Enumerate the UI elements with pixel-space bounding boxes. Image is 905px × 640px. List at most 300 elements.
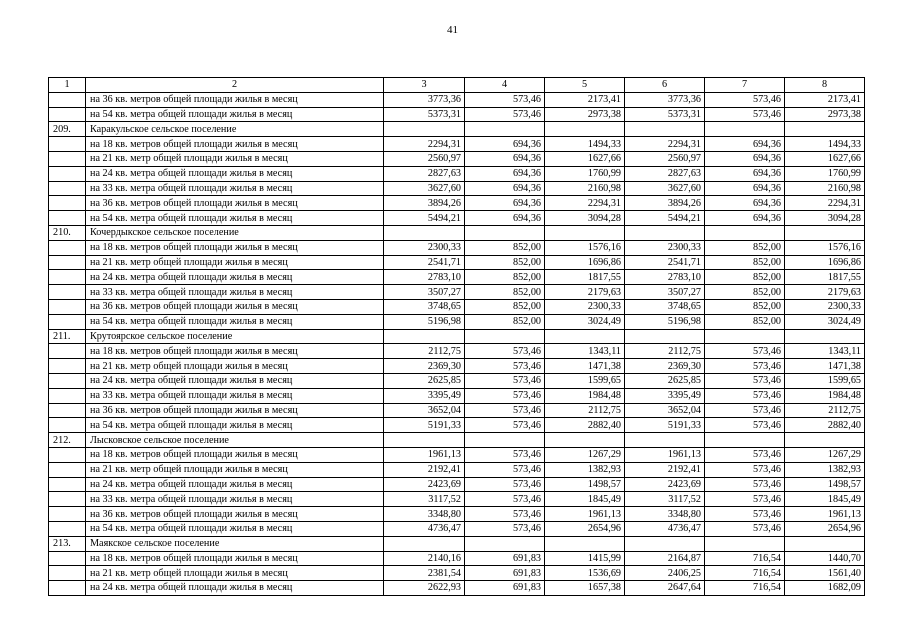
description-cell: на 36 кв. метров общей площади жилья в месяц [86, 507, 384, 522]
table-row [49, 151, 865, 166]
value-cell: 2560,97 [625, 151, 705, 166]
value-cell: 3627,60 [625, 181, 705, 196]
value-cell: 1498,57 [785, 477, 865, 492]
value-cell: 2369,30 [625, 359, 705, 374]
value-cell: 852,00 [465, 285, 545, 300]
value-cell [705, 536, 785, 551]
value-cell [705, 329, 785, 344]
value-cell: 2541,71 [625, 255, 705, 270]
row-number-cell [49, 166, 86, 181]
description-cell: на 36 кв. метров общей площади жилья в месяц [86, 92, 384, 107]
value-cell: 2112,75 [785, 403, 865, 418]
description-cell: на 36 кв. метров общей площади жилья в месяц [86, 403, 384, 418]
value-cell: 1627,66 [545, 151, 625, 166]
value-cell [545, 225, 625, 240]
value-cell [705, 225, 785, 240]
value-cell [785, 225, 865, 240]
description-cell: на 21 кв. метр общей площади жилья в месяц [86, 462, 384, 477]
row-number-cell [49, 107, 86, 122]
value-cell: 3348,80 [625, 507, 705, 522]
value-cell: 1440,70 [785, 551, 865, 566]
value-cell: 5191,33 [384, 418, 465, 433]
value-cell: 2625,85 [384, 373, 465, 388]
value-cell: 573,46 [705, 462, 785, 477]
value-cell: 2783,10 [384, 270, 465, 285]
description-cell: на 33 кв. метра общей площади жилья в месяц [86, 181, 384, 196]
description-cell: на 24 кв. метра общей площади жилья в месяц [86, 270, 384, 285]
value-cell: 1415,99 [545, 551, 625, 566]
value-cell: 2654,96 [545, 521, 625, 536]
table-row [49, 492, 865, 507]
description-cell: на 36 кв. метров общей площади жилья в месяц [86, 299, 384, 314]
value-cell [705, 433, 785, 448]
value-cell: 1471,38 [785, 359, 865, 374]
value-cell: 573,46 [465, 477, 545, 492]
value-cell: 573,46 [465, 92, 545, 107]
value-cell: 2882,40 [545, 418, 625, 433]
row-number-cell [49, 507, 86, 522]
row-number-cell [49, 285, 86, 300]
table-row [49, 373, 865, 388]
value-cell: 3894,26 [384, 196, 465, 211]
value-cell: 573,46 [705, 359, 785, 374]
value-cell: 3652,04 [625, 403, 705, 418]
value-cell: 694,36 [465, 196, 545, 211]
description-cell: на 54 кв. метра общей площади жилья в месяц [86, 521, 384, 536]
value-cell: 1343,11 [545, 344, 625, 359]
value-cell [625, 122, 705, 137]
value-cell: 716,54 [705, 551, 785, 566]
value-cell: 573,46 [465, 344, 545, 359]
value-cell [785, 122, 865, 137]
value-cell [465, 329, 545, 344]
value-cell: 852,00 [705, 255, 785, 270]
header-cell: 2 [86, 78, 384, 93]
row-number-cell [49, 255, 86, 270]
value-cell [465, 225, 545, 240]
value-cell: 2300,33 [785, 299, 865, 314]
value-cell: 2294,31 [785, 196, 865, 211]
header-cell: 1 [49, 78, 86, 93]
value-cell: 852,00 [465, 240, 545, 255]
value-cell: 691,83 [465, 581, 545, 596]
description-cell: на 21 кв. метр общей площади жилья в месяц [86, 566, 384, 581]
value-cell: 1696,86 [785, 255, 865, 270]
value-cell: 2369,30 [384, 359, 465, 374]
value-cell: 1498,57 [545, 477, 625, 492]
table-row [49, 521, 865, 536]
value-cell: 694,36 [705, 196, 785, 211]
value-cell: 852,00 [465, 299, 545, 314]
row-number-cell [49, 240, 86, 255]
value-cell: 2654,96 [785, 521, 865, 536]
value-cell: 4736,47 [625, 521, 705, 536]
table-row [49, 314, 865, 329]
row-number-cell [49, 314, 86, 329]
value-cell [705, 122, 785, 137]
table-row [49, 551, 865, 566]
value-cell: 2381,54 [384, 566, 465, 581]
value-cell: 852,00 [705, 314, 785, 329]
value-cell: 2173,41 [545, 92, 625, 107]
value-cell: 2160,98 [785, 181, 865, 196]
table-row [49, 255, 865, 270]
value-cell: 2164,87 [625, 551, 705, 566]
table-row [49, 240, 865, 255]
header-cell: 5 [545, 78, 625, 93]
value-cell: 1382,93 [785, 462, 865, 477]
row-number-cell [49, 151, 86, 166]
value-cell: 1382,93 [545, 462, 625, 477]
value-cell: 3395,49 [625, 388, 705, 403]
value-cell: 2647,64 [625, 581, 705, 596]
value-cell: 1576,16 [785, 240, 865, 255]
value-cell [545, 433, 625, 448]
table-row [49, 344, 865, 359]
row-number-cell [49, 566, 86, 581]
value-cell: 3348,80 [384, 507, 465, 522]
value-cell: 573,46 [465, 107, 545, 122]
value-cell: 3507,27 [625, 285, 705, 300]
value-cell: 3094,28 [545, 211, 625, 226]
value-cell: 573,46 [705, 418, 785, 433]
description-cell: на 21 кв. метр общей площади жилья в месяц [86, 255, 384, 270]
row-number-cell [49, 403, 86, 418]
value-cell: 573,46 [705, 107, 785, 122]
value-cell: 573,46 [465, 373, 545, 388]
section-row [49, 122, 865, 137]
description-cell: Кочердыкское сельское поселение [86, 225, 384, 240]
value-cell: 694,36 [705, 181, 785, 196]
value-cell: 852,00 [705, 299, 785, 314]
description-cell: Крутоярское сельское поселение [86, 329, 384, 344]
description-cell: Маякское сельское поселение [86, 536, 384, 551]
value-cell: 2973,38 [785, 107, 865, 122]
row-number-cell [49, 299, 86, 314]
value-cell: 4736,47 [384, 521, 465, 536]
value-cell: 3748,65 [384, 299, 465, 314]
table-row [49, 477, 865, 492]
value-cell: 2423,69 [625, 477, 705, 492]
value-cell: 2622,93 [384, 581, 465, 596]
section-row [49, 225, 865, 240]
value-cell: 694,36 [465, 211, 545, 226]
value-cell: 3395,49 [384, 388, 465, 403]
value-cell: 2294,31 [545, 196, 625, 211]
value-cell: 1817,55 [545, 270, 625, 285]
value-cell: 2560,97 [384, 151, 465, 166]
value-cell: 2827,63 [384, 166, 465, 181]
section-row [49, 536, 865, 551]
value-cell: 1984,48 [785, 388, 865, 403]
row-number-cell [49, 418, 86, 433]
value-cell: 5494,21 [625, 211, 705, 226]
row-number-cell [49, 359, 86, 374]
table-row [49, 137, 865, 152]
value-cell: 2294,31 [384, 137, 465, 152]
value-cell: 691,83 [465, 566, 545, 581]
value-cell: 1760,99 [545, 166, 625, 181]
table-row [49, 359, 865, 374]
description-cell: на 54 кв. метра общей площади жилья в месяц [86, 314, 384, 329]
row-number-cell [49, 581, 86, 596]
value-cell: 1599,65 [785, 373, 865, 388]
row-number-cell [49, 388, 86, 403]
description-cell: на 33 кв. метра общей площади жилья в месяц [86, 388, 384, 403]
value-cell: 5373,31 [625, 107, 705, 122]
table-row [49, 507, 865, 522]
value-cell: 694,36 [705, 137, 785, 152]
value-cell: 573,46 [465, 507, 545, 522]
table-row [49, 581, 865, 596]
value-cell: 573,46 [705, 92, 785, 107]
description-cell: на 36 кв. метров общей площади жилья в месяц [86, 196, 384, 211]
value-cell: 2827,63 [625, 166, 705, 181]
value-cell: 573,46 [705, 521, 785, 536]
header-row [49, 78, 865, 93]
value-cell: 3627,60 [384, 181, 465, 196]
description-cell: на 33 кв. метра общей площади жилья в месяц [86, 492, 384, 507]
description-cell: на 18 кв. метров общей площади жилья в месяц [86, 240, 384, 255]
value-cell: 2179,63 [545, 285, 625, 300]
value-cell: 1845,49 [785, 492, 865, 507]
value-cell [384, 329, 465, 344]
value-cell: 1961,13 [625, 447, 705, 462]
value-cell [384, 536, 465, 551]
description-cell: Лысковское сельское поселение [86, 433, 384, 448]
header-cell: 8 [785, 78, 865, 93]
row-number-cell [49, 137, 86, 152]
value-cell: 852,00 [465, 314, 545, 329]
value-cell: 2300,33 [384, 240, 465, 255]
table-row [49, 181, 865, 196]
description-cell: на 18 кв. метров общей площади жилья в месяц [86, 551, 384, 566]
description-cell: на 24 кв. метра общей площади жилья в месяц [86, 166, 384, 181]
row-number-cell [49, 270, 86, 285]
value-cell: 1845,49 [545, 492, 625, 507]
table-row [49, 107, 865, 122]
value-cell: 2783,10 [625, 270, 705, 285]
value-cell: 5494,21 [384, 211, 465, 226]
value-cell: 573,46 [705, 403, 785, 418]
value-cell: 573,46 [705, 388, 785, 403]
value-cell: 3094,28 [785, 211, 865, 226]
value-cell: 573,46 [705, 507, 785, 522]
value-cell: 5196,98 [384, 314, 465, 329]
value-cell: 2160,98 [545, 181, 625, 196]
value-cell: 1961,13 [384, 447, 465, 462]
table-row [49, 403, 865, 418]
value-cell: 852,00 [705, 270, 785, 285]
value-cell: 2112,75 [625, 344, 705, 359]
header-cell: 3 [384, 78, 465, 93]
value-cell: 5191,33 [625, 418, 705, 433]
value-cell: 1682,09 [785, 581, 865, 596]
value-cell: 1760,99 [785, 166, 865, 181]
value-cell: 5373,31 [384, 107, 465, 122]
value-cell: 2140,16 [384, 551, 465, 566]
description-cell: на 54 кв. метра общей площади жилья в месяц [86, 107, 384, 122]
value-cell: 2300,33 [545, 299, 625, 314]
value-cell: 1599,65 [545, 373, 625, 388]
table-row [49, 166, 865, 181]
value-cell: 694,36 [705, 211, 785, 226]
value-cell: 573,46 [465, 388, 545, 403]
value-cell [625, 329, 705, 344]
value-cell: 573,46 [465, 359, 545, 374]
value-cell: 1494,33 [785, 137, 865, 152]
header-cell: 6 [625, 78, 705, 93]
row-number-cell [49, 462, 86, 477]
value-cell [545, 536, 625, 551]
value-cell [785, 329, 865, 344]
value-cell [785, 536, 865, 551]
table-row [49, 388, 865, 403]
value-cell: 694,36 [465, 151, 545, 166]
table-row [49, 447, 865, 462]
value-cell: 694,36 [465, 181, 545, 196]
section-row [49, 433, 865, 448]
value-cell: 852,00 [465, 270, 545, 285]
value-cell [625, 225, 705, 240]
row-number-cell [49, 373, 86, 388]
value-cell: 3773,36 [384, 92, 465, 107]
header-cell: 4 [465, 78, 545, 93]
row-number-cell [49, 181, 86, 196]
description-cell: на 24 кв. метра общей площади жилья в месяц [86, 373, 384, 388]
value-cell: 691,83 [465, 551, 545, 566]
value-cell: 3773,36 [625, 92, 705, 107]
value-cell: 3894,26 [625, 196, 705, 211]
description-cell: на 21 кв. метр общей площади жилья в месяц [86, 151, 384, 166]
value-cell: 694,36 [465, 137, 545, 152]
value-cell: 716,54 [705, 581, 785, 596]
value-cell: 694,36 [465, 166, 545, 181]
value-cell: 2973,38 [545, 107, 625, 122]
value-cell: 2112,75 [545, 403, 625, 418]
row-number-cell [49, 344, 86, 359]
value-cell: 573,46 [705, 344, 785, 359]
value-cell: 852,00 [705, 240, 785, 255]
value-cell: 1961,13 [785, 507, 865, 522]
table-body [49, 78, 865, 596]
description-cell: на 18 кв. метров общей площади жилья в месяц [86, 137, 384, 152]
value-cell [545, 122, 625, 137]
value-cell [465, 433, 545, 448]
row-number-cell: 213. [49, 536, 86, 551]
row-number-cell [49, 477, 86, 492]
row-number-cell: 212. [49, 433, 86, 448]
value-cell: 2882,40 [785, 418, 865, 433]
description-cell: на 54 кв. метра общей площади жилья в месяц [86, 211, 384, 226]
row-number-cell [49, 551, 86, 566]
description-cell: Каракульское сельское поселение [86, 122, 384, 137]
value-cell: 2173,41 [785, 92, 865, 107]
value-cell: 573,46 [705, 447, 785, 462]
value-cell: 694,36 [705, 151, 785, 166]
value-cell: 1471,38 [545, 359, 625, 374]
value-cell: 1817,55 [785, 270, 865, 285]
value-cell [384, 225, 465, 240]
table-row [49, 566, 865, 581]
table-row [49, 462, 865, 477]
value-cell: 2406,25 [625, 566, 705, 581]
value-cell: 2300,33 [625, 240, 705, 255]
row-number-cell [49, 447, 86, 462]
table-row [49, 299, 865, 314]
value-cell: 3024,49 [545, 314, 625, 329]
value-cell: 573,46 [465, 447, 545, 462]
table-row [49, 285, 865, 300]
value-cell [384, 433, 465, 448]
table-row [49, 270, 865, 285]
value-cell [465, 536, 545, 551]
value-cell: 1576,16 [545, 240, 625, 255]
value-cell [384, 122, 465, 137]
page-number: 41 [447, 24, 458, 36]
value-cell: 573,46 [465, 462, 545, 477]
description-cell: на 21 кв. метр общей площади жилья в месяц [86, 359, 384, 374]
value-cell: 573,46 [705, 492, 785, 507]
description-cell: на 54 кв. метра общей площади жилья в месяц [86, 418, 384, 433]
description-cell: на 18 кв. метров общей площади жилья в месяц [86, 344, 384, 359]
value-cell: 1984,48 [545, 388, 625, 403]
row-number-cell [49, 92, 86, 107]
value-cell: 1961,13 [545, 507, 625, 522]
value-cell: 1627,66 [785, 151, 865, 166]
row-number-cell: 209. [49, 122, 86, 137]
value-cell: 1267,29 [545, 447, 625, 462]
value-cell: 3652,04 [384, 403, 465, 418]
value-cell: 1536,69 [545, 566, 625, 581]
value-cell [625, 433, 705, 448]
value-cell: 3024,49 [785, 314, 865, 329]
value-cell: 573,46 [705, 477, 785, 492]
value-cell: 5196,98 [625, 314, 705, 329]
value-cell [465, 122, 545, 137]
value-cell: 3117,52 [384, 492, 465, 507]
value-cell: 1696,86 [545, 255, 625, 270]
value-cell: 852,00 [465, 255, 545, 270]
value-cell: 1494,33 [545, 137, 625, 152]
value-cell: 573,46 [465, 403, 545, 418]
value-cell: 2192,41 [384, 462, 465, 477]
value-cell: 1343,11 [785, 344, 865, 359]
section-row [49, 329, 865, 344]
row-number-cell: 210. [49, 225, 86, 240]
value-cell: 573,46 [465, 492, 545, 507]
value-cell: 573,46 [465, 418, 545, 433]
value-cell: 2423,69 [384, 477, 465, 492]
header-cell: 7 [705, 78, 785, 93]
tariff-table [48, 77, 865, 596]
table-row [49, 211, 865, 226]
row-number-cell [49, 521, 86, 536]
description-cell: на 18 кв. метров общей площади жилья в месяц [86, 447, 384, 462]
description-cell: на 33 кв. метра общей площади жилья в месяц [86, 285, 384, 300]
table-row [49, 196, 865, 211]
value-cell: 2112,75 [384, 344, 465, 359]
value-cell: 2541,71 [384, 255, 465, 270]
value-cell: 573,46 [705, 373, 785, 388]
table-row [49, 418, 865, 433]
value-cell: 3507,27 [384, 285, 465, 300]
value-cell [545, 329, 625, 344]
value-cell: 2192,41 [625, 462, 705, 477]
value-cell: 3748,65 [625, 299, 705, 314]
value-cell: 716,54 [705, 566, 785, 581]
row-number-cell [49, 492, 86, 507]
